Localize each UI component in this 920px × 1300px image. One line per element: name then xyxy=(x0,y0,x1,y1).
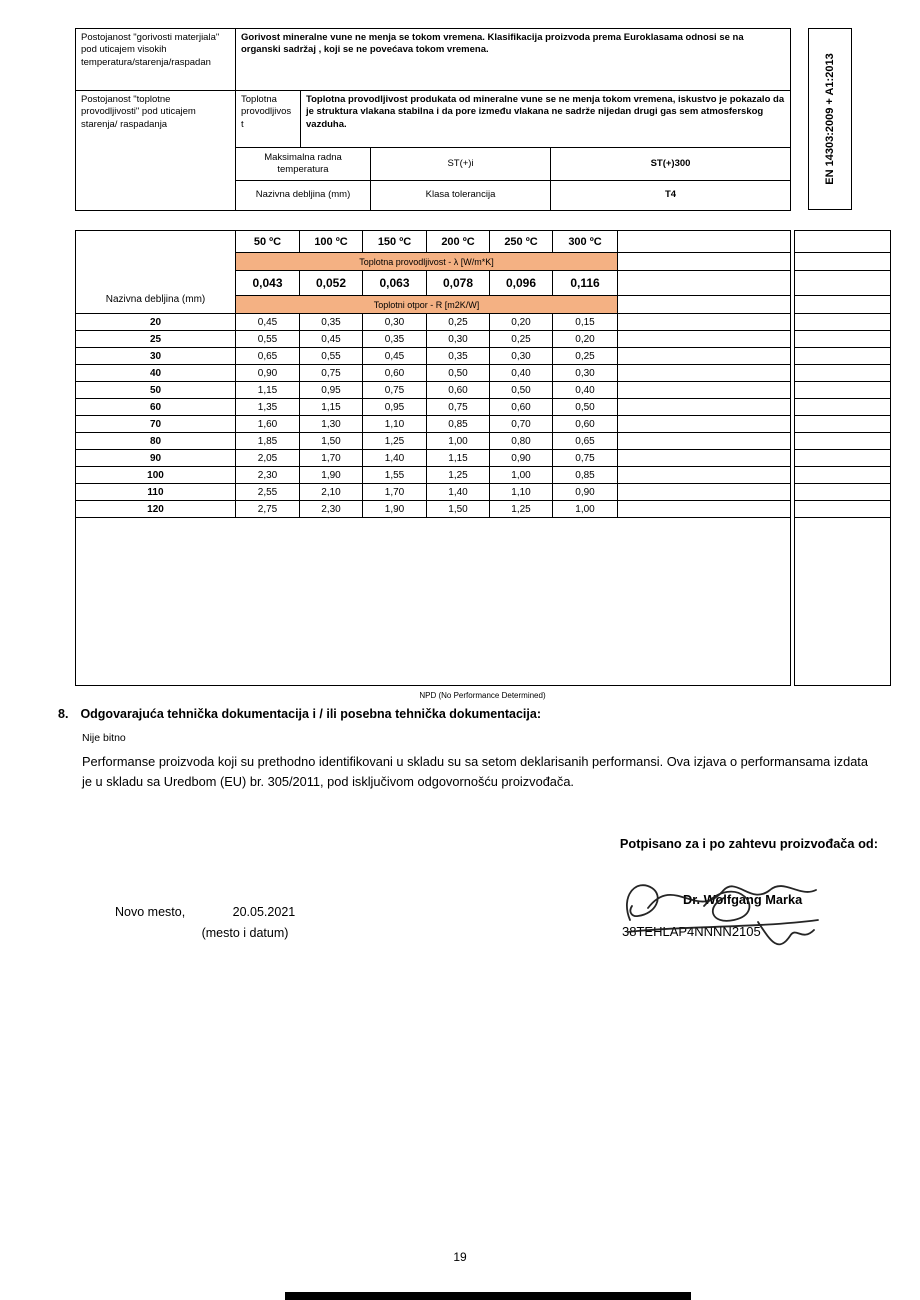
r-value-cell: 1,90 xyxy=(300,467,363,484)
r-value-cell: 0,55 xyxy=(300,348,363,365)
signature-code: 38TEHLAP4NNNN2105 xyxy=(622,924,761,939)
thickness-value: 120 xyxy=(76,501,236,518)
r-value-cell: 2,30 xyxy=(300,501,363,518)
side-empty-row xyxy=(795,348,891,365)
r-value-cell: 0,90 xyxy=(490,450,553,467)
thickness-value: 20 xyxy=(76,314,236,331)
temp-header: 200 ºC xyxy=(427,231,490,253)
empty-cell xyxy=(618,331,791,348)
standard-reference-text: EN 14303:2009 + A1:2013 xyxy=(824,53,836,185)
r-value-cell: 1,10 xyxy=(490,484,553,501)
side-empty-row xyxy=(795,416,891,433)
side-empty-row xyxy=(795,467,891,484)
r-value-cell: 0,45 xyxy=(363,348,427,365)
r-value-cell: 0,35 xyxy=(363,331,427,348)
r-value-cell: 1,60 xyxy=(236,416,300,433)
r-value-cell: 2,55 xyxy=(236,484,300,501)
lambda-band-label: Toplotna provodljivost - λ [W/m*K] xyxy=(236,253,618,271)
r-value-cell: 0,95 xyxy=(300,382,363,399)
side-empty-row xyxy=(795,271,891,296)
r-value-cell: 0,85 xyxy=(553,467,618,484)
empty-cell xyxy=(618,231,791,253)
empty-cell xyxy=(618,348,791,365)
lambda-value: 0,043 xyxy=(236,271,300,296)
r-value-cell: 1,90 xyxy=(363,501,427,518)
section8-heading xyxy=(58,707,541,721)
max-temp-label: Maksimalna radna temperatura xyxy=(236,148,371,181)
section8-number: 8. xyxy=(58,707,69,721)
r-value-cell: 1,00 xyxy=(490,467,553,484)
r-value-cell: 0,80 xyxy=(490,433,553,450)
page-number: 19 xyxy=(453,1250,467,1264)
side-empty-row xyxy=(795,501,891,518)
empty-cell xyxy=(618,467,791,484)
r-value-cell: 0,30 xyxy=(553,365,618,382)
conductivity-durability-row xyxy=(76,91,791,148)
lambda-value: 0,078 xyxy=(427,271,490,296)
thickness-row xyxy=(76,467,791,484)
tolerance-class-label: Klasa tolerancija xyxy=(371,181,551,211)
r-value-cell: 0,90 xyxy=(553,484,618,501)
section8-title: Odgovarajuća tehnička dokumentacija i / ili posebna tehnička dokumentacija: xyxy=(80,707,541,721)
r-value-cell: 0,35 xyxy=(300,314,363,331)
r-value-cell: 0,50 xyxy=(490,382,553,399)
side-empty-row xyxy=(795,296,891,314)
r-value-cell: 0,45 xyxy=(236,314,300,331)
side-empty-row xyxy=(795,365,891,382)
property-sublabel: Toplotna provodljivos t xyxy=(236,91,301,148)
thickness-value: 25 xyxy=(76,331,236,348)
property-value-conductivity: Toplotna provodljivost produkata od mineralne vune se ne menja tokom vremena, iskustvo je pokazalo da je struktura vlakana stabilna i da pore između vlakana ne sadrže nijedan drugi gas sem atmosferskog vazduha. xyxy=(301,91,791,148)
signer-name: Dr. Wolfgang Marka xyxy=(683,892,803,907)
thickness-value: 50 xyxy=(76,382,236,399)
empty-cell xyxy=(795,231,891,253)
empty-cell xyxy=(618,382,791,399)
r-value-cell: 0,75 xyxy=(553,450,618,467)
r-value-cell: 0,30 xyxy=(490,348,553,365)
empty-cell xyxy=(795,416,891,433)
thickness-value: 40 xyxy=(76,365,236,382)
thickness-row xyxy=(76,348,791,365)
temp-header: 150 ºC xyxy=(363,231,427,253)
empty-cell xyxy=(795,484,891,501)
empty-cell xyxy=(795,450,891,467)
side-empty-row xyxy=(795,450,891,467)
r-value-cell: 0,60 xyxy=(553,416,618,433)
empty-cell xyxy=(618,365,791,382)
lambda-value: 0,063 xyxy=(363,271,427,296)
side-empty-row xyxy=(795,484,891,501)
r-value-cell: 0,25 xyxy=(427,314,490,331)
side-empty-row xyxy=(795,314,891,331)
empty-cell xyxy=(618,296,791,314)
temp-header: 300 ºC xyxy=(553,231,618,253)
empty-cell xyxy=(795,314,891,331)
empty-cell xyxy=(618,416,791,433)
npd-note: NPD (No Performance Determined) xyxy=(419,691,546,700)
empty-cell xyxy=(795,399,891,416)
empty-cell xyxy=(795,501,891,518)
r-value-cell: 1,15 xyxy=(236,382,300,399)
property-label-conductivity: Postojanost "toplotne provodljivosti" pod uticajem starenja/ raspadanja xyxy=(76,91,236,211)
r-value-cell: 1,85 xyxy=(236,433,300,450)
empty-cell xyxy=(795,271,891,296)
r-value-cell: 1,40 xyxy=(427,484,490,501)
thickness-row xyxy=(76,501,791,518)
thickness-value: 60 xyxy=(76,399,236,416)
signed-for-statement: Potpisano za i po zahtevu proizvođača od: xyxy=(619,836,878,851)
r-value-cell: 0,25 xyxy=(553,348,618,365)
r-value-cell: 0,50 xyxy=(427,365,490,382)
r-value-cell: 0,60 xyxy=(490,399,553,416)
side-empty-row xyxy=(795,433,891,450)
empty-cell xyxy=(795,331,891,348)
r-value-cell: 1,30 xyxy=(300,416,363,433)
thickness-value: 70 xyxy=(76,416,236,433)
r-value-cell: 1,50 xyxy=(300,433,363,450)
side-empty-row xyxy=(795,518,891,686)
next-page-edge-bar xyxy=(285,1292,691,1300)
thickness-column-label: Nazivna debljina (mm) xyxy=(76,231,236,314)
thickness-row xyxy=(76,365,791,382)
empty-cell xyxy=(795,253,891,271)
lambda-value: 0,116 xyxy=(553,271,618,296)
empty-cell xyxy=(795,467,891,484)
r-value-cell: 1,10 xyxy=(363,416,427,433)
temp-header: 250 ºC xyxy=(490,231,553,253)
thickness-row xyxy=(76,433,791,450)
thickness-row xyxy=(76,382,791,399)
side-empty-table xyxy=(794,230,891,686)
r-value-cell: 0,60 xyxy=(427,382,490,399)
r-value-cell: 0,75 xyxy=(363,382,427,399)
empty-cell xyxy=(618,271,791,296)
empty-cell xyxy=(795,296,891,314)
r-value-cell: 1,15 xyxy=(427,450,490,467)
section8-note: Nije bitno xyxy=(82,732,126,744)
r-value-cell: 1,00 xyxy=(427,433,490,450)
thickness-value: 90 xyxy=(76,450,236,467)
r-value-cell: 1,15 xyxy=(300,399,363,416)
r-value-cell: 1,70 xyxy=(300,450,363,467)
place-date-line xyxy=(115,905,295,919)
r-value-cell: 0,55 xyxy=(236,331,300,348)
signature-scribble xyxy=(608,862,838,962)
thickness-value: 80 xyxy=(76,433,236,450)
thickness-value: 30 xyxy=(76,348,236,365)
thickness-row xyxy=(76,399,791,416)
declaration-paragraph: Performanse proizvoda koji su prethodno identifikovani u skladu su sa setom deklarisanih performansi. Ova izjava o performansama izdata je u skladu sa Uredbom (EU) br. 305/2011, pod isključivom odgovornošću proizvođača. xyxy=(82,754,868,789)
empty-cell xyxy=(618,450,791,467)
r-value-cell: 2,75 xyxy=(236,501,300,518)
side-empty-row xyxy=(795,253,891,271)
r-value-cell: 1,55 xyxy=(363,467,427,484)
empty-cell xyxy=(618,433,791,450)
r-value-cell: 1,25 xyxy=(427,467,490,484)
r-value-cell: 0,35 xyxy=(427,348,490,365)
thickness-label: Nazivna debljina (mm) xyxy=(236,181,371,211)
empty-cell xyxy=(795,365,891,382)
empty-area xyxy=(76,518,791,686)
r-value-cell: 0,90 xyxy=(236,365,300,382)
r-value-cell: 0,25 xyxy=(490,331,553,348)
lambda-value: 0,052 xyxy=(300,271,363,296)
temperature-header-row xyxy=(76,231,791,253)
r-value-cell: 0,85 xyxy=(427,416,490,433)
r-value-cell: 0,65 xyxy=(236,348,300,365)
thickness-row xyxy=(76,450,791,467)
empty-cell xyxy=(795,433,891,450)
r-value-cell: 2,30 xyxy=(236,467,300,484)
r-value-cell: 0,95 xyxy=(363,399,427,416)
place-date-label: (mesto i datum) xyxy=(201,926,289,940)
r-value-cell: 0,65 xyxy=(553,433,618,450)
empty-cell xyxy=(618,501,791,518)
empty-cell xyxy=(618,399,791,416)
r-value-cell: 1,35 xyxy=(236,399,300,416)
date-text: 20.05.2021 xyxy=(232,905,296,919)
thickness-row xyxy=(76,484,791,501)
r-value-cell: 2,05 xyxy=(236,450,300,467)
property-value-combustibility: Gorivost mineralne vune ne menja se tokom vremena. Klasifikacija proizvoda prema Euroklasama odnosi se na organski sadržaj , koji se ne povećava tokom vremena. xyxy=(236,29,791,91)
r-value-cell: 1,25 xyxy=(363,433,427,450)
r-value-cell: 0,60 xyxy=(363,365,427,382)
r-value-cell: 0,40 xyxy=(490,365,553,382)
thickness-value: 110 xyxy=(76,484,236,501)
r-value-cell: 1,25 xyxy=(490,501,553,518)
r-value-cell: 1,50 xyxy=(427,501,490,518)
property-label-combustibility: Postojanost "gorivosti materjiala" pod uticajem visokih temperatura/starenja/raspadan xyxy=(76,29,236,91)
side-empty-row xyxy=(795,399,891,416)
empty-tall-row xyxy=(76,518,791,686)
r-value-cell: 0,30 xyxy=(427,331,490,348)
side-empty-row xyxy=(795,382,891,399)
r-value-cell: 0,50 xyxy=(553,399,618,416)
empty-cell xyxy=(795,518,891,686)
tolerance-value: T4 xyxy=(551,181,791,211)
thickness-row xyxy=(76,331,791,348)
temp-header: 100 ºC xyxy=(300,231,363,253)
r-value-cell: 0,20 xyxy=(490,314,553,331)
r-value-cell: 2,10 xyxy=(300,484,363,501)
r-value-cell: 0,15 xyxy=(553,314,618,331)
empty-cell xyxy=(618,314,791,331)
r-value-cell: 0,40 xyxy=(553,382,618,399)
max-temp-class: ST(+)i xyxy=(371,148,551,181)
lambda-value: 0,096 xyxy=(490,271,553,296)
standard-reference-box xyxy=(808,28,852,210)
thickness-value: 100 xyxy=(76,467,236,484)
r-value-cell: 0,20 xyxy=(553,331,618,348)
thickness-rows xyxy=(76,314,791,518)
max-temp-value: ST(+)300 xyxy=(551,148,791,181)
place-text: Novo mesto, xyxy=(115,905,186,919)
thickness-row xyxy=(76,314,791,331)
r-value-cell: 1,40 xyxy=(363,450,427,467)
r-value-cell: 0,75 xyxy=(300,365,363,382)
r-value-cell: 1,70 xyxy=(363,484,427,501)
side-empty-row xyxy=(795,331,891,348)
r-value-cell: 0,70 xyxy=(490,416,553,433)
r-value-cell: 1,00 xyxy=(553,501,618,518)
thickness-row xyxy=(76,416,791,433)
side-empty-row xyxy=(795,231,891,253)
empty-cell xyxy=(795,382,891,399)
durability-properties-table xyxy=(75,28,791,211)
r-value-cell: 0,30 xyxy=(363,314,427,331)
combustibility-row xyxy=(76,29,791,91)
r-value-cell: 0,45 xyxy=(300,331,363,348)
r-value-cell: 0,75 xyxy=(427,399,490,416)
temp-header: 50 ºC xyxy=(236,231,300,253)
empty-cell xyxy=(618,484,791,501)
resistance-band-label: Toplotni otpor - R [m2K/W] xyxy=(236,296,618,314)
empty-cell xyxy=(618,253,791,271)
thermal-performance-table xyxy=(75,230,791,686)
empty-cell xyxy=(795,348,891,365)
